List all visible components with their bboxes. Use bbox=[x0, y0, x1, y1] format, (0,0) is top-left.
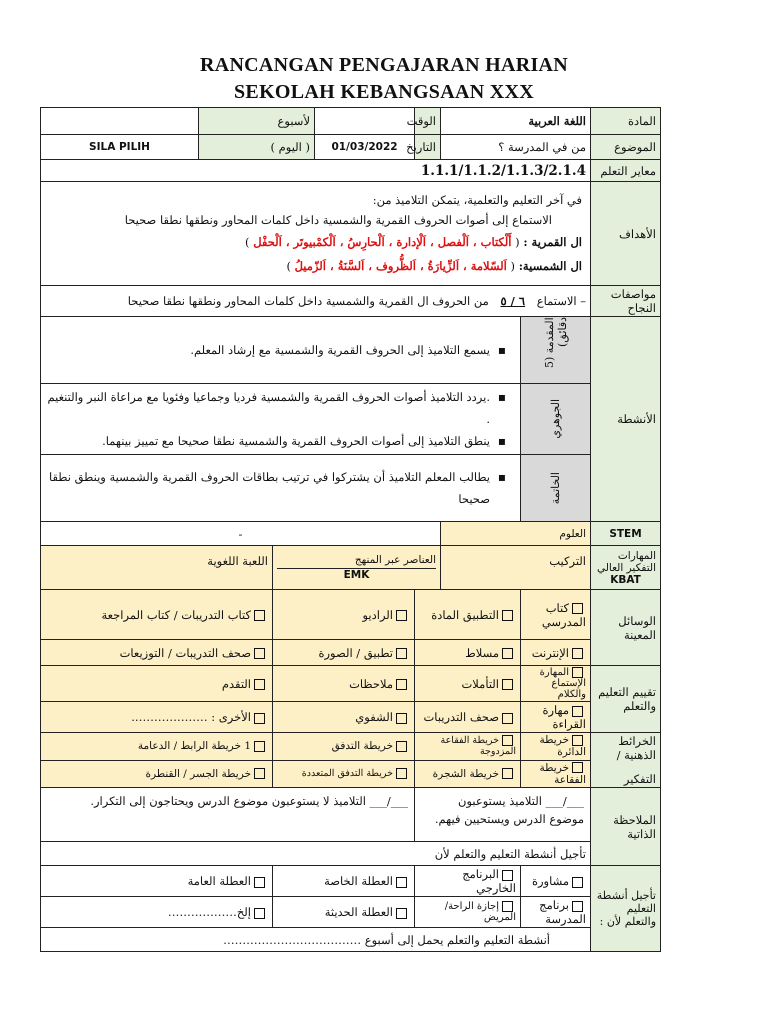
list-item: ▪ .يردد التلاميذ أصوات الحروف القمرية والشمسية فرديا وجماعيا وفئويا مع مراعاة النبر والتنغيم . bbox=[45, 386, 506, 430]
checkbox[interactable] bbox=[572, 667, 583, 678]
postpone-option[interactable]: إلخ……………… bbox=[41, 897, 273, 928]
checkbox[interactable] bbox=[396, 768, 407, 779]
activities-label: الأنشطة bbox=[591, 317, 661, 522]
media-option[interactable]: كتاب المدرسي bbox=[521, 590, 591, 640]
postpone-option[interactable]: برنامج المدرسة bbox=[521, 897, 591, 928]
postpone-option[interactable]: العطلة الخاصة bbox=[273, 866, 415, 897]
reflection-a[interactable]: ___/___ التلاميذ يستوعبون موضوع الدرس ويستحيين فيهم. bbox=[415, 788, 591, 842]
reflection-b[interactable]: ___/___ التلاميذ لا يستوعبون موضوع الدرس ويحتاجون إلى التكرار. bbox=[41, 788, 415, 842]
assess-label: تقييم التعليم والتعلم bbox=[591, 666, 661, 733]
checkbox[interactable] bbox=[502, 768, 513, 779]
closing-list bbox=[45, 466, 506, 510]
postpone-option[interactable]: مشاورة bbox=[521, 866, 591, 897]
objectives-line1: الاستماع إلى أصوات الحروف القمرية والشمسية داخل كلمات المحاور ونطقها نطقا صحيحا bbox=[124, 212, 552, 227]
language-game-label: اللعبة اللغوية bbox=[41, 546, 273, 590]
map-option[interactable]: 1 خريطة الرابط / الدعامة bbox=[41, 733, 273, 761]
activity-stage-column bbox=[521, 317, 591, 522]
assess-option[interactable]: التقدم bbox=[41, 666, 273, 702]
kbat-cell bbox=[591, 546, 661, 590]
checkbox[interactable] bbox=[572, 735, 583, 746]
success-text-b: من الحروف ال القمرية والشمسية داخل كلمات المحاور ونطقها نطقا صحيحا bbox=[127, 294, 489, 308]
assess-option[interactable]: التأملات bbox=[415, 666, 521, 702]
shams-words: اَلسّلامة ، اَلزِّيارَةُ ، اَلظُّروف ، اَلسَّنَةُ ، اَلزّميلُ bbox=[294, 258, 507, 273]
checkbox[interactable] bbox=[254, 610, 265, 621]
assess-option[interactable]: مهارة القراءة bbox=[521, 702, 591, 733]
checkbox[interactable] bbox=[572, 706, 583, 717]
topic-label: الموضوع bbox=[591, 135, 661, 160]
list-item: ▪ ينطق التلاميذ إلى أصوات الحروف القمرية والشمسية نطقا صحيحا مع تمييز بينهما. bbox=[45, 430, 506, 452]
activities-body-content bbox=[41, 383, 521, 454]
qamar-line: ال القمرية : ( أَلْكتاب ، اَلْفصل ، اَلْإدارة ، اَلْحارِسُ ، اَلْكمْبيوتَر ، اَلْحفْل ) bbox=[245, 234, 582, 249]
checkbox[interactable] bbox=[572, 901, 583, 912]
media-option[interactable]: التطبيق المادة bbox=[415, 590, 521, 640]
maps-label-line2: التفكير bbox=[623, 772, 656, 786]
media-label: الوسائل المعينة bbox=[591, 590, 661, 666]
media-option[interactable]: صحف التدريبات / التوزيعات bbox=[41, 640, 273, 666]
checkbox[interactable] bbox=[396, 713, 407, 724]
checkbox[interactable] bbox=[502, 648, 513, 659]
week-label: لأسبوع bbox=[199, 108, 315, 135]
stem-label: STEM bbox=[591, 522, 661, 546]
activities-closing-content bbox=[41, 455, 521, 522]
intro-list bbox=[45, 339, 506, 361]
science-value: - bbox=[41, 522, 441, 546]
checkbox[interactable] bbox=[502, 901, 513, 912]
media-option[interactable]: الراديو bbox=[273, 590, 415, 640]
success-text-a: – الاستماع bbox=[536, 294, 586, 308]
reflection-label: الملاحظة الذاتية bbox=[591, 788, 661, 866]
checkbox[interactable] bbox=[254, 713, 265, 724]
assess-option[interactable]: الأخرى : ……………….. bbox=[41, 702, 273, 733]
checkbox[interactable] bbox=[572, 648, 583, 659]
list-item: ▪ يطالب المعلم التلاميذ أن يشتركوا في ترتيب بطاقات الحروف القمرية والشمسية وينطق نطقا صحيحا bbox=[45, 466, 506, 510]
checkbox[interactable] bbox=[572, 762, 583, 773]
postpone-option[interactable]: العطلة العامة bbox=[41, 866, 273, 897]
checkbox[interactable] bbox=[502, 735, 513, 746]
date-value[interactable]: 01/03/2022 bbox=[315, 135, 415, 160]
intro-stage bbox=[521, 317, 590, 384]
map-option[interactable]: خريطة التدفق bbox=[273, 733, 415, 761]
media-option[interactable]: كتاب التدريبات / كتاب المراجعة bbox=[41, 590, 273, 640]
checkbox[interactable] bbox=[254, 679, 265, 690]
checkbox[interactable] bbox=[254, 877, 265, 888]
success-criteria-label: مواصفات النجاح bbox=[591, 286, 661, 317]
postpone-label: تأجيل أنشطة التعليم والتعلم لأن : bbox=[591, 866, 661, 952]
subject-label: المادة bbox=[591, 108, 661, 135]
learning-standard-label: معاير التعلم bbox=[591, 160, 661, 182]
media-option[interactable]: الإنترنت bbox=[521, 640, 591, 666]
date-label: التاريخ bbox=[415, 135, 441, 160]
map-option[interactable]: خريطة الدائرة bbox=[521, 733, 591, 761]
media-option[interactable]: مسلاط bbox=[415, 640, 521, 666]
topic-value: من في المدرسة ؟ bbox=[441, 135, 591, 160]
maps-label bbox=[591, 733, 661, 788]
learning-standard-value: 1.1.1/1.1.2/1.1.3/2.1.4 bbox=[41, 160, 591, 182]
map-option[interactable]: خريطة الفقاعة المزدوجة bbox=[415, 733, 521, 761]
body-list bbox=[45, 386, 506, 452]
map-option[interactable]: خريطة الشجرة bbox=[415, 760, 521, 788]
time-label: الوقت bbox=[415, 108, 441, 135]
kbat-label-en: KBAT bbox=[610, 573, 641, 586]
subject-value: اللغة العربية bbox=[441, 108, 591, 135]
maps-label-line1: الخرائط الذهنية / bbox=[616, 734, 656, 762]
checkbox[interactable] bbox=[396, 679, 407, 690]
checkbox[interactable] bbox=[254, 768, 265, 779]
synthesis-label: التركيب bbox=[441, 546, 591, 590]
page-title: RANCANGAN PENGAJARAN HARIAN bbox=[199, 54, 569, 76]
kbat-label-ar: المهارات التفكير العالي bbox=[596, 549, 656, 574]
checkbox[interactable] bbox=[502, 679, 513, 690]
closing-stage-label: الخاتمة bbox=[549, 471, 562, 505]
objectives-label: الأهداف bbox=[591, 182, 661, 286]
checkbox[interactable] bbox=[502, 610, 513, 621]
checkbox[interactable] bbox=[396, 648, 407, 659]
shams-label: ال الشمسية: bbox=[518, 258, 582, 273]
postpone-line: تأجيل أنشطة التعليم والتعلم لأن bbox=[41, 842, 591, 866]
emk-label-ar: العناصر عبر المنهج bbox=[354, 554, 436, 566]
checkbox[interactable] bbox=[502, 713, 513, 724]
qamar-label: ال القمرية : bbox=[523, 234, 582, 249]
checkbox[interactable] bbox=[396, 610, 407, 621]
checkbox[interactable] bbox=[254, 741, 265, 752]
day-value[interactable]: SILA PILIH bbox=[41, 135, 199, 160]
checkbox[interactable] bbox=[502, 870, 513, 881]
postpone-option[interactable]: إجازة الراحة/المريض bbox=[415, 897, 521, 928]
activities-intro-content bbox=[41, 317, 521, 384]
media-option[interactable]: تطبيق / الصورة bbox=[273, 640, 415, 666]
success-fraction: ٦ / ٥ bbox=[500, 294, 526, 308]
science-label: العلوم bbox=[441, 522, 591, 546]
assess-option[interactable]: المهارة الإستماع والكلام bbox=[521, 666, 591, 702]
postpone-option[interactable]: العطلة الحديثة bbox=[273, 897, 415, 928]
assess-option[interactable]: الشفوي bbox=[273, 702, 415, 733]
postpone-option[interactable]: البرنامج الخارجي bbox=[415, 866, 521, 897]
map-option[interactable]: خريطة التدفق المتعددة bbox=[273, 760, 415, 788]
objectives-intro: في آخر التعليم والتعلمية، يتمكن التلاميذ من: bbox=[372, 192, 582, 207]
assess-option[interactable]: ملاحظات bbox=[273, 666, 415, 702]
intro-stage-label: المقدمة (5 دقائق) bbox=[542, 317, 569, 368]
checkbox[interactable] bbox=[396, 741, 407, 752]
body-stage-label: الجوهري bbox=[549, 399, 562, 439]
checkbox[interactable] bbox=[396, 877, 407, 888]
map-option[interactable]: خريطة الفقاعة bbox=[521, 760, 591, 788]
checkbox[interactable] bbox=[572, 877, 583, 888]
checkbox[interactable] bbox=[396, 908, 407, 919]
objectives-content bbox=[41, 182, 591, 286]
emk-cell bbox=[273, 546, 441, 590]
shams-line: ال الشمسية: ( اَلسّلامة ، اَلزِّيارَةُ ، اَلظُّروف ، اَلسَّنَةُ ، اَلزّميلُ ) bbox=[286, 258, 582, 273]
closing-stage bbox=[521, 455, 590, 521]
checkbox[interactable] bbox=[254, 908, 265, 919]
school-name: SEKOLAH KEBANGSAAN XXX bbox=[234, 81, 534, 103]
map-option[interactable]: خريطة الجسر / القنطرة bbox=[41, 760, 273, 788]
lesson-plan-table bbox=[40, 107, 661, 952]
day-label: ( اليوم ) bbox=[199, 135, 315, 160]
qamar-words: أَلْكتاب ، اَلْفصل ، اَلْإدارة ، اَلْحارِسُ ، اَلْكمْبيوتَر ، اَلْحفْل bbox=[253, 234, 512, 249]
body-stage bbox=[521, 384, 590, 455]
page-header bbox=[0, 52, 768, 106]
emk-label-en: EMK bbox=[277, 568, 436, 581]
list-item: ▪ يسمع التلاميذ إلى الحروف القمرية والشمسية مع إرشاد المعلم. bbox=[45, 339, 506, 361]
time-value[interactable] bbox=[315, 108, 415, 135]
assess-option[interactable]: صحف التدريبات bbox=[415, 702, 521, 733]
checkbox[interactable] bbox=[254, 648, 265, 659]
success-criteria-content bbox=[41, 286, 591, 317]
checkbox[interactable] bbox=[572, 603, 583, 614]
postpone-footer[interactable]: أنشطة التعليم والتعلم يحمل إلى أسبوع ……………………………… bbox=[41, 928, 591, 952]
